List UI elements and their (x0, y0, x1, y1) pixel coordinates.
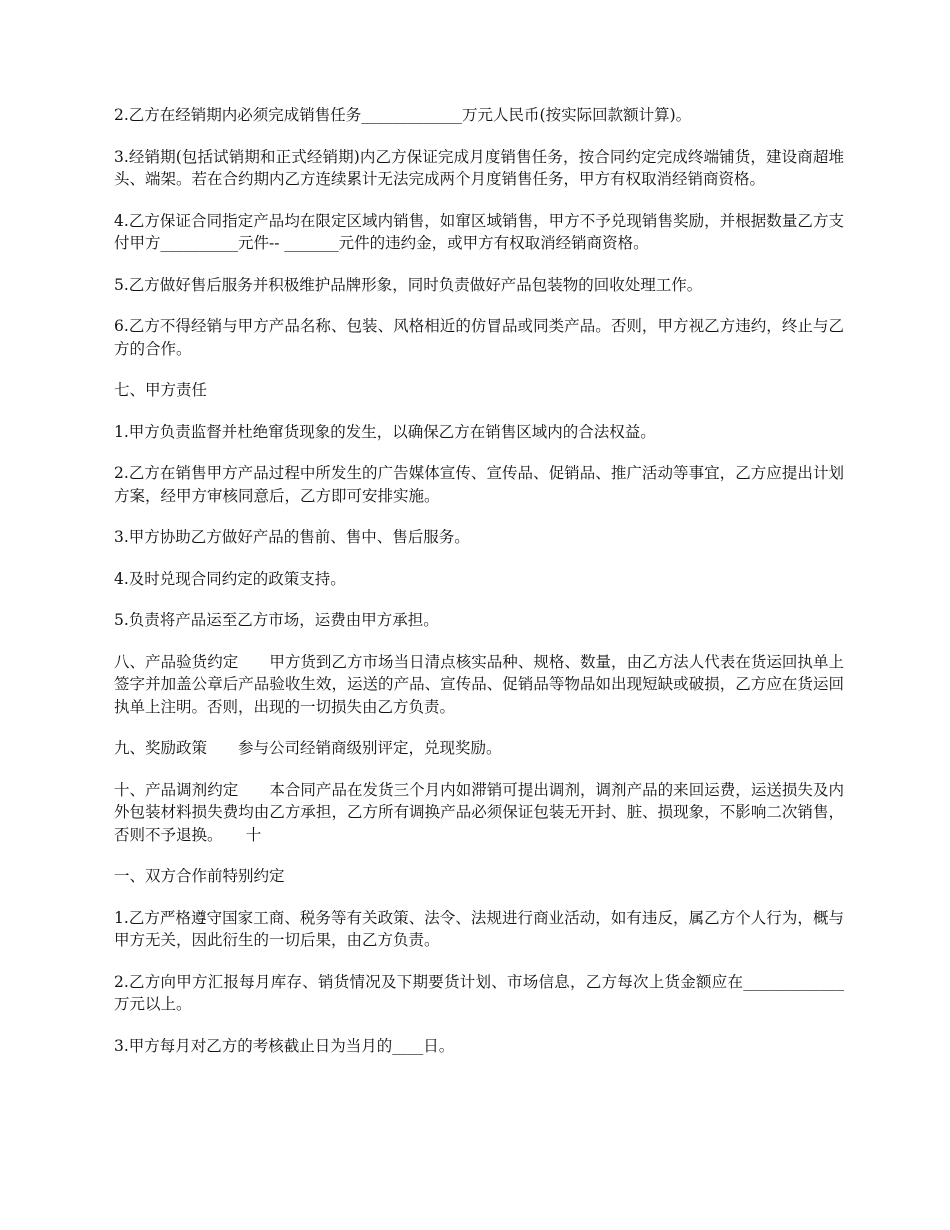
section-11-clause-3: 3.甲方每月对乙方的考核截止日为当月的____日。 (114, 1036, 455, 1055)
clause-4-region-sales: 4.乙方保证合同指定产品均在限定区域内销售，如窜区域销售，甲方不予兑现销售奖励，并根据数量乙方支付甲方__________元件-- _______元件的违约金，或甲方有权取消经销商资格。 (114, 211, 844, 252)
clause-5-after-sales: 5.乙方做好售后服务并积极维护品牌形象，同时负责做好产品包装物的回收处理工作。 (114, 275, 703, 294)
section-10-adjustment: 十、产品调剂约定 本合同产品在发货三个月内如滞销可提出调剂，调剂产品的来回运费，运送损失及内外包装材料损失费均由乙方承担，乙方所有调换产品必须保证包装无开封、脏、损现象，不影响二次销售，否则不予退换。 十 (114, 780, 844, 844)
section-7-clause-5: 5.负责将产品运至乙方市场，运费由甲方承担。 (114, 611, 439, 629)
section-7-clause-2: 2.乙方在销售甲方产品过程中所发生的广告媒体宣传、宣传品、促销品、推广活动等事宜，乙方应提出计划方案，经甲方审核同意后，乙方即可安排实施。 (114, 464, 844, 505)
clause-6-counterfeit: 6.乙方不得经销与甲方产品名称、包装、风格相近的仿冒品或同类产品。否则，甲方视乙方违约，终止与乙方的合作。 (114, 317, 844, 358)
section-7-clause-4: 4.及时兑现合同约定的政策支持。 (114, 569, 346, 588)
document-body (114, 104, 844, 1076)
section-11-heading: 一、双方合作前特别约定 (114, 867, 285, 885)
clause-2-sales-target: 2.乙方在经销期内必须完成销售任务_____________万元人民币(按实际回款额计算)。 (114, 106, 692, 124)
section-9-reward: 九、奖励政策 参与公司经销商级别评定，兑现奖励。 (114, 739, 502, 757)
section-7-clause-3: 3.甲方协助乙方做好产品的售前、售中、售后服务。 (114, 528, 470, 546)
section-7-heading: 七、甲方责任 (114, 381, 208, 399)
clause-3-monthly-task: 3.经销期(包括试销期和正式经销期)内乙方保证完成月度销售任务，按合同约定完成终端铺货，建设商超堆头、端架。若在合约期内乙方连续累计无法完成两个月度销售任务，甲方有权取消经销商资格。 (114, 147, 844, 188)
section-8-inspection: 八、产品验货约定 甲方货到乙方市场当日清点核实品种、规格、数量，由乙方法人代表在货运回执单上签字并加盖公章后产品验收生效，运送的产品、宣传品、促销品等物品如出现短缺或破损，乙方应在货运回执单上注明。否则，出现的一切损失由乙方负责。 (114, 652, 844, 716)
section-11-clause-2: 2.乙方向甲方汇报每月库存、销货情况及下期要货计划、市场信息，乙方每次上货金额应在_____________万元以上。 (114, 972, 844, 1013)
section-11-clause-1: 1.乙方严格遵守国家工商、税务等有关政策、法令、法规进行商业活动，如有违反，属乙方个人行为，概与甲方无关，因此衍生的一切后果，由乙方负责。 (114, 908, 844, 949)
section-7-clause-1: 1.甲方负责监督并杜绝窜货现象的发生，以确保乙方在销售区域内的合法权益。 (114, 422, 656, 441)
